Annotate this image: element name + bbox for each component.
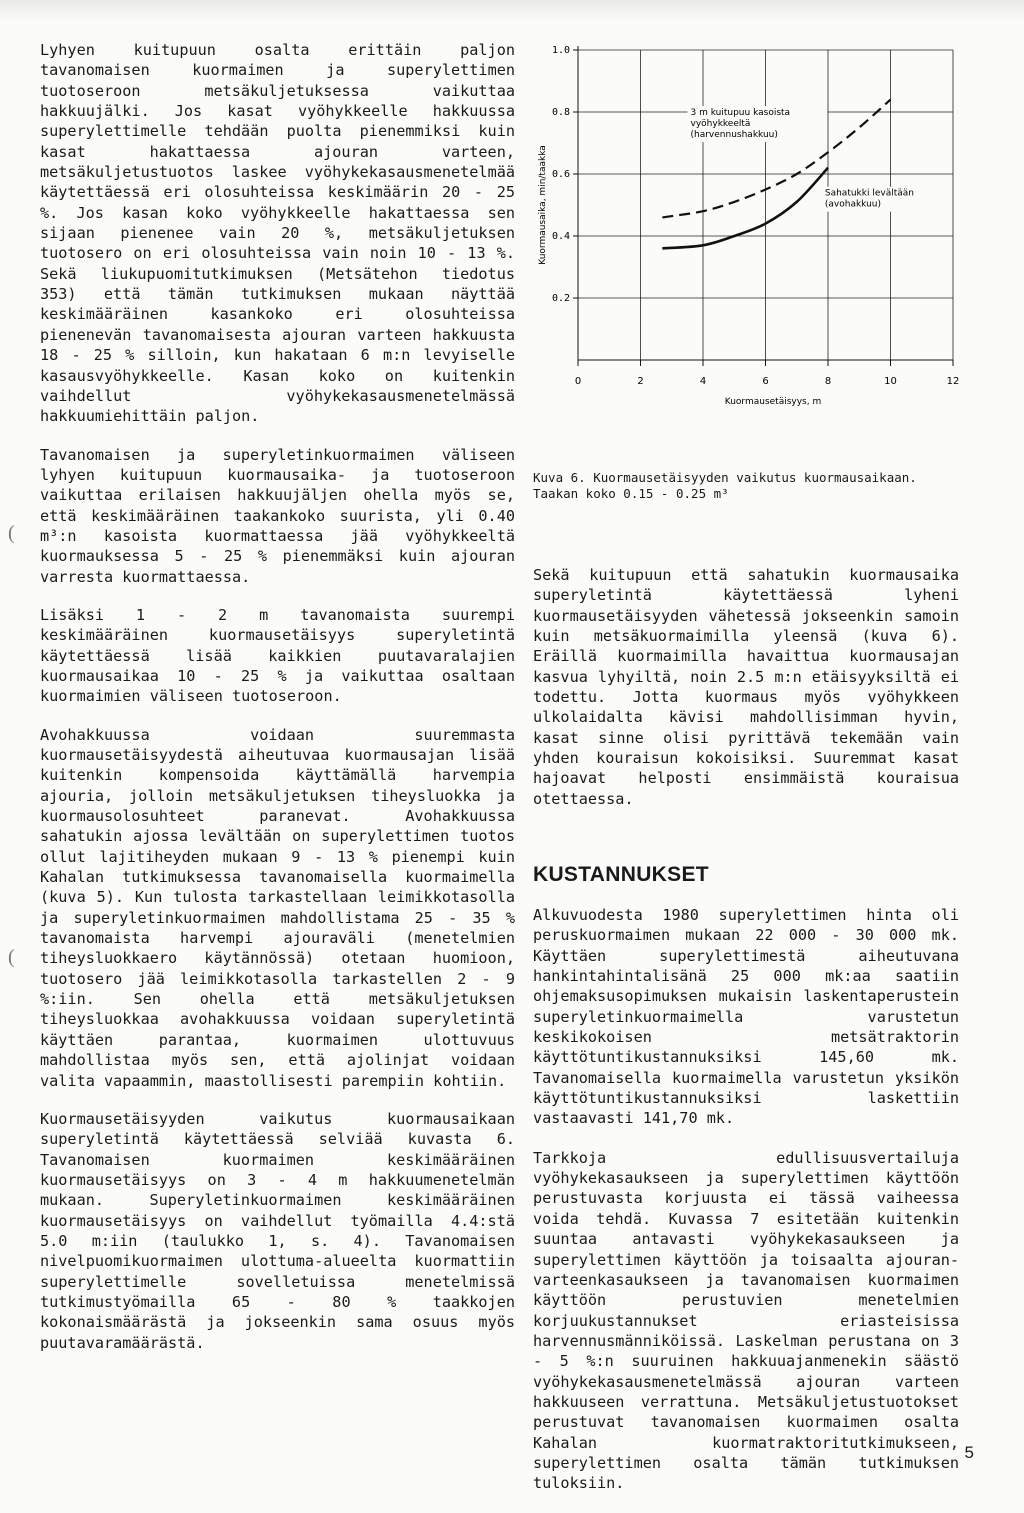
page-top-band xyxy=(0,0,1024,22)
y-axis-label: Kuormausaika, min/taakka xyxy=(538,145,548,265)
paragraph: Tarkkoja edullisuusvertailuja vyöhykekasaukseen ja superylettimen käyttöön perustuvasta korjuusta ei tässä vaiheessa voida tehdä. Kuvassa 7 esitetään kuitenkin suuntaa antavasti vyöhykekasaukseen ja superylettimen käyttöön ja toisaalta ajouran-varteenkasaukseen ja tavanomaisen kuormaimen käyttöön perustuvien menetelmien korjuukustannukset eriasteisissa harvennusmänniköissä. Laskelman perustana on 3 - 5 %:n suuruinen hakkuuajanmenekin säästö vyöhykekasausmenetelmässä ajouran varteen hakkuuseen verrattuna. Metsäkuljetustuotokset perustuvat tavanomaisen kuormaimen osalta Kahalan kuormatraktoritutkimukseen, superylettimen osalta tämän tutkimuksen tuloksiin. xyxy=(533,1148,959,1493)
figure-caption xyxy=(533,470,959,502)
figure-6-chart xyxy=(533,40,973,450)
paragraph: Lisäksi 1 - 2 m tavanomaista suurempi keskimääräinen kuormausetäisyys superyletintä käytettäessä lisää kaikkien puutavaralajien kuormausaikaa 10 - 25 % ja vaikuttaa osaltaan kuormaimien väliseen tuotoseroon. xyxy=(40,605,515,706)
x-tick-label: 2 xyxy=(637,376,644,387)
chart-series-labels xyxy=(688,106,942,212)
y-tick-label: 0.4 xyxy=(551,231,570,242)
y-tick-label: 0.2 xyxy=(551,293,570,304)
series-label-line: 3 m kuitupuu kasoista xyxy=(690,108,791,119)
x-tick-label: 10 xyxy=(884,376,897,387)
page-number: 5 xyxy=(964,1443,974,1462)
x-tick-label: 12 xyxy=(946,376,960,387)
caption-line: Kuva 6. Kuormausetäisyyden vaikutus kuormausaikaan. xyxy=(533,470,917,485)
paragraph: Alkuvuodesta 1980 superylettimen hinta oli peruskuormaimen mukaan 22 000 - 30 000 mk. Käyttäen superylettimestä aiheutuvana hankintahintalisänä 25 000 mk:aa saatiin ohjemaksusopimuksen mukaisin laskentaperustein superyletinkuormaimella varustetun keskikokoisen metsätraktorin käyttötuntikustannuksiksi 145,60 mk. Tavanomaisella kuormaimella varustetun yksikön käyttötuntikustannuksiksi laskettiin vastaavasti 141,70 mk. xyxy=(533,906,959,1128)
punch-hole-mark: ( xyxy=(8,522,15,544)
punch-hole-mark: ( xyxy=(8,946,15,968)
series-label xyxy=(822,187,942,212)
series-label xyxy=(688,106,828,142)
x-tick-label: 8 xyxy=(824,376,832,387)
paragraph: Lyhyen kuitupuun osalta erittäin paljon tavanomaisen kuormaimen ja superylettimen tuotoseroon metsäkuljetuksessa vaikuttaa hakkuujälki. Jos kasat vyöhykkeelle hakkuussa superylettimelle tehdään puolta pienemmiksi kuin kasat hakattaessa ajouran varteen, metsäkuljetustuotos laskee vyöhykekasausmenetelmää käytettäessä eri olosuhteissa keskimäärin 20 - 25 %. Jos kasan koko vyöhykkeelle hakattaessa sen sijaan pienenee vain 20 %, metsäkuljetuksen tuotosero on eri olosuhteissa vain noin 10 - 13 %. Sekä liukupuomitutkimuksen (Metsätehon tiedotus 353) että tämän tutkimuksen mukaan näyttää keskimääräinen kasankoko eri olosuhteissa pienenevän tavanomaisesta ajouran varteen hakkuusta 18 - 25 % silloin, kun hakataan 6 m:n levyiselle kasausvyöhykkeelle. Kasan koko on kuitenkin vaihdellut vyöhykekasausmenetelmässä hakkuumiehittäin paljon. xyxy=(40,41,515,426)
paragraph: Avohakkuussa voidaan suuremmasta kuormausetäisyydestä aiheutuvaa kuormausajan lisää kuitenkin kompensoida käyttämällä harvempia ajouria, jolloin metsäkuljetuksen tiheysluokka ja kuormausolosuhteet paranevat. Avohakkuussa sahatukin ajossa levältään on superylettimen tuotos ollut lajitiheyden mukaan 9 - 13 % pienempi kuin Kahalan tutkimuksessa tavanomaisella kuormaimella (kuva 5). Kun tulosta tarkastellaan leimikkotasolla ja superyletinkuormaimen mahdollistama 25 - 35 % tavanomaista harvempi ajouraväli (menetelmien tiheysluokkaero käytännössä) otetaan huomioon, tuotosero jää leimikkotasolla tarkastellen 2 - 9 %:iin. Sen ohella että metsäkuljetuksen tiheysluokkaa avohakkuussa voidaan superyletintä käyttäen parantaa, kuormaimen ulottuvuus mahdollistaa myös sen, että ajolinjat voidaan valita vapaammin, maastollisesti parempiin kohtiin. xyxy=(40,725,515,1090)
x-tick-label: 0 xyxy=(574,376,582,387)
x-tick-label: 6 xyxy=(762,376,769,387)
x-axis-label: Kuormausetäisyys, m xyxy=(724,397,822,407)
series-label-line: (harvennushakkuu) xyxy=(690,130,778,141)
y-tick-label: 0.6 xyxy=(551,169,570,180)
left-column xyxy=(40,40,515,1371)
y-tick-label: 1.0 xyxy=(551,45,570,56)
caption-line: Taakan koko 0.15 - 0.25 m³ xyxy=(533,486,729,501)
y-tick-label: 0.8 xyxy=(551,107,570,118)
series-label-line: vyöhykkeeltä xyxy=(690,119,751,130)
section-body xyxy=(533,905,959,1513)
x-tick-label: 4 xyxy=(699,376,707,387)
paragraph: Tavanomaisen ja superyletinkuormaimen väliseen lyhyen kuitupuun kuormausaika- ja tuotoseroon vaikuttaa erilaisen hakkuujäljen ohella myös se, että keskimääräinen taakankoko suurista, yli 0.40 m³:n kasoista kuormattaessa jää vyöhykkeeltä kuormauksessa 5 - 25 % pienemmäksi kuin ajouran varresta kuormattaessa. xyxy=(40,445,515,586)
series-label-line: Sahatukki levältään xyxy=(824,188,914,199)
paragraph: Kuormausetäisyyden vaikutus kuormausaikaan superyletintä käytettäessä selviää kuvasta 6. Tavanomaisen kuormaimen keskimääräinen kuormausetäisyys on 3 - 4 m hakkuumenetelmän mukaan. Superyletinkuormaimen keskimääräinen kuormausetäisyys on vaihdellut työmailla 4.4:stä 5.0 m:iin (taulukko 1, s. 4). Tavanomaisen nivelpuomikuormaimen ulottuma-alueelta kuormattiin superylettimelle sovelletuissa menetelmissä tutkimustyömailla 65 - 80 % taakkojen kokonaismäärästä ja jokseenkin sama osuus myös puutavaramäärästä. xyxy=(40,1109,515,1352)
section-heading: KUSTANNUKSET xyxy=(533,863,709,886)
paragraph: Sekä kuitupuun että sahatukin kuormausaika superyletintä käytettäessä lyheni kuormausetäisyyden vähetessä jokseenkin samoin kuin metsäkuormaimilla yleensä (kuva 6). Eräillä kuormaimilla havaittua kuormausajan kasvua lyhyiltä, noin 2.5 m:n etäisyyksiltä ei todettu. Jotta kuormaus myös vyöhykkeen ulkolaidalta kävisi mahdollisimman hyvin, kasat sinne olisi pyrittävä tekemään vain yhden kouraisun kokoisiksi. Suuremmat kasat hajoavat helposti ensimmäistä kouraisua otettaessa. xyxy=(533,566,959,808)
series-label-line: (avohakkuu) xyxy=(824,199,882,210)
chart-ticks xyxy=(552,45,959,387)
